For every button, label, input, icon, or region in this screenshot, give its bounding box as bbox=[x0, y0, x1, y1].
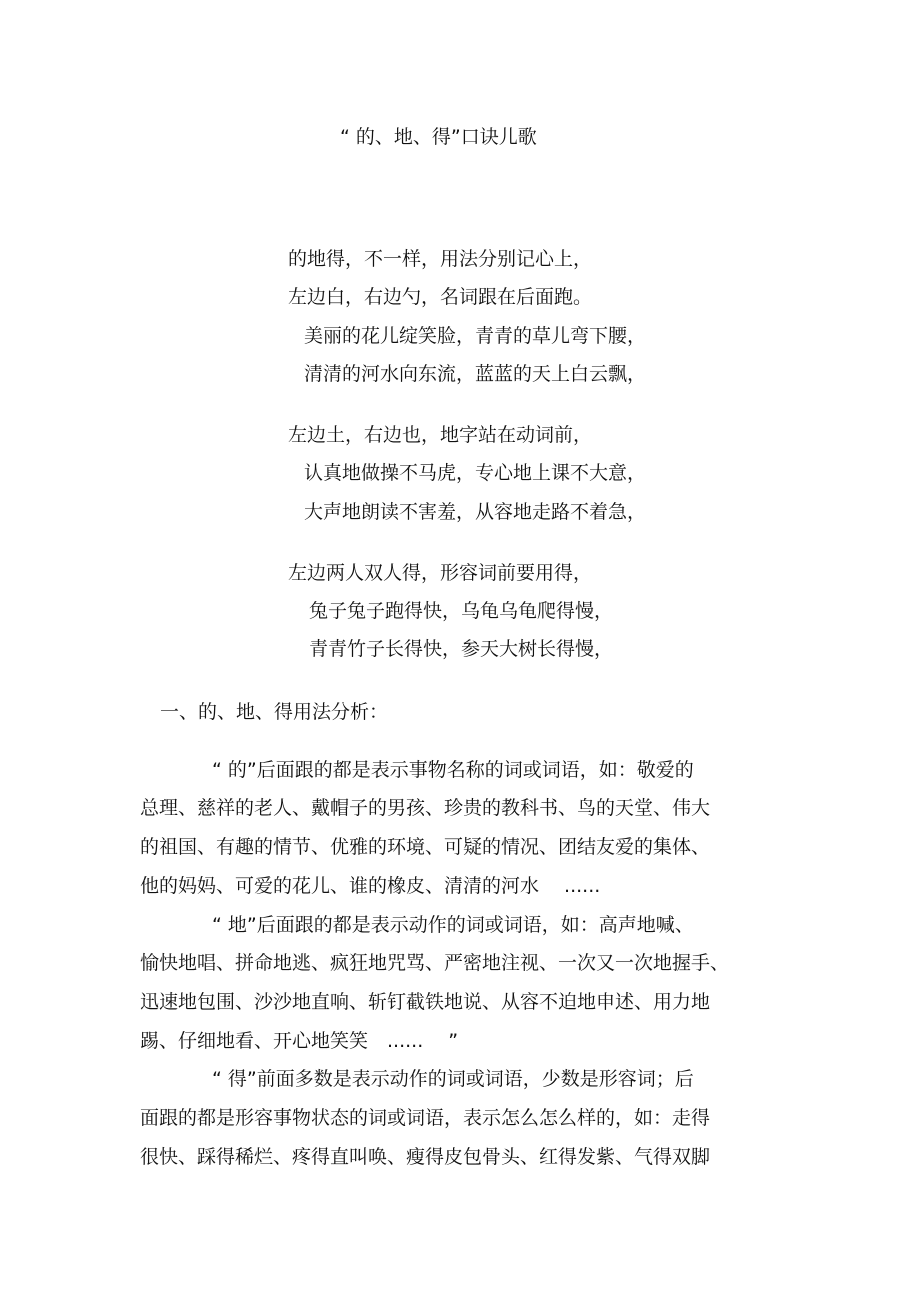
poem-line: 大声地朗读不害羞，从容地走路不着急， bbox=[304, 501, 647, 523]
body-line: 踢、仔细地看、开心地笑笑 ...... ” bbox=[140, 1030, 459, 1052]
poem-line: 的地得，不一样，用法分别记心上， bbox=[288, 248, 593, 270]
poem-line: 左边白，右边勺，名词跟在后面跑。 bbox=[288, 286, 593, 308]
section-heading: 一、的、地、得用法分析： bbox=[160, 701, 389, 723]
body-line: 他的妈妈、可爱的花儿、谁的橡皮、清清的河水 ...... bbox=[140, 875, 601, 897]
body-line: “ 地”后面跟的都是表示动作的词或词语，如：高声地喊、 bbox=[212, 914, 694, 936]
body-line: 迅速地包围、沙沙地直响、斩钉截铁地说、从容不迫地申述、用力地 bbox=[140, 991, 711, 1013]
poem-line: 兔子兔子跑得快，乌龟乌龟爬得慢， bbox=[309, 600, 614, 622]
body-line: 愉快地唱、拼命地逃、疯狂地咒骂、严密地注视、一次又一次地握手、 bbox=[140, 952, 730, 974]
poem-line: 左边土，右边也，地字站在动词前， bbox=[288, 424, 593, 446]
body-line: “ 得”前面多数是表示动作的词或词语，少数是形容词；后 bbox=[212, 1068, 694, 1090]
poem-line: 认真地做操不马虎，专心地上课不大意， bbox=[304, 462, 647, 484]
body-line: 总理、慈祥的老人、戴帽子的男孩、珍贵的教科书、鸟的天堂、伟大 bbox=[140, 797, 711, 819]
document-title: “ 的、地、得”口诀儿歌 bbox=[340, 126, 537, 148]
body-line: “ 的”后面跟的都是表示事物名称的词或词语，如：敬爱的 bbox=[212, 759, 694, 781]
body-line: 的祖国、有趣的情节、优雅的环境、可疑的情况、团结友爱的集体、 bbox=[140, 836, 711, 858]
poem-line: 青青竹子长得快，参天大树长得慢， bbox=[309, 638, 614, 660]
poem-line: 美丽的花儿绽笑脸，青青的草儿弯下腰， bbox=[304, 325, 647, 347]
poem-line: 清清的河水向东流，蓝蓝的天上白云飘， bbox=[304, 363, 647, 385]
poem-line: 左边两人双人得，形容词前要用得， bbox=[288, 562, 593, 584]
body-line: 很快、踩得稀烂、疼得直叫唤、瘦得皮包骨头、红得发紫、气得双脚 bbox=[140, 1146, 711, 1168]
body-line: 面跟的都是形容事物状态的词或词语，表示怎么怎么样的，如：走得 bbox=[140, 1107, 711, 1129]
